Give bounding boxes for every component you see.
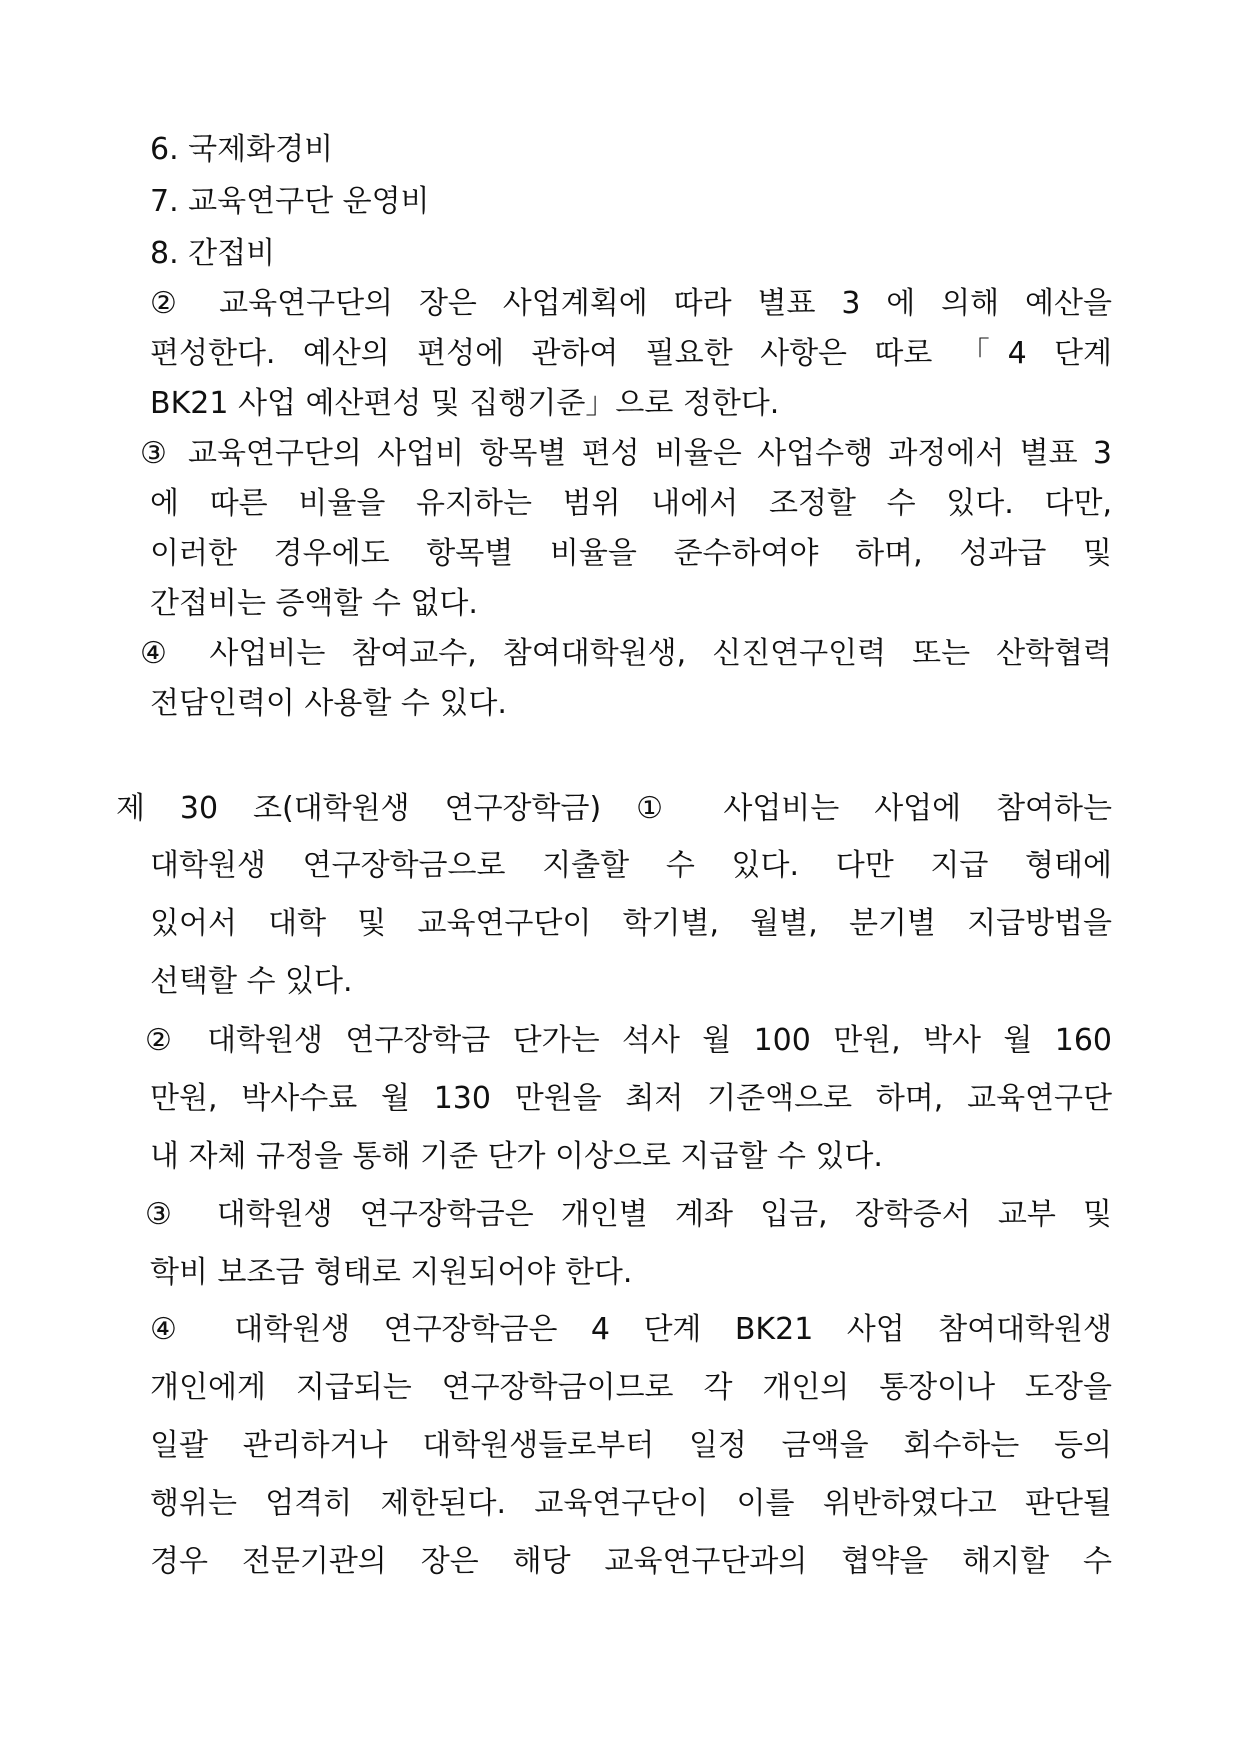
paragraph-line: 만원, 박사수료 월 130 만원을 최저 기준액으로 하며, 교육연구단 [150,1081,1112,1116]
paragraph-line: ② 대학원생 연구장학금 단가는 석사 월 100 만원, 박사 월 160 [145,1023,1112,1058]
paragraph-line: 경우 전문기관의 장은 해당 교육연구단과의 협약을 해지할 수 [150,1544,1112,1579]
paragraph-line: 내 자체 규정을 통해 기준 단가 이상으로 지급할 수 있다. [150,1139,883,1174]
paragraph-line: 에 따른 비율을 유지하는 범위 내에서 조정할 수 있다. 다만, [150,486,1112,521]
paragraph-line: 편성한다. 예산의 편성에 관하여 필요한 사항은 따로 「4 단계 [150,336,1112,371]
list-item: 7. 교육연구단 운영비 [150,184,430,219]
paragraph-line: 선택할 수 있다. [150,964,353,999]
paragraph-line: 학비 보조금 형태로 지원되어야 한다. [150,1255,633,1290]
paragraph-line: 간접비는 증액할 수 없다. [150,586,478,621]
paragraph-line: 이러한 경우에도 항목별 비율을 준수하여야 하며, 성과급 및 [150,536,1112,571]
paragraph-line: ③ 교육연구단의 사업비 항목별 편성 비율은 사업수행 과정에서 별표 3 [140,436,1112,471]
paragraph-line: 대학원생 연구장학금으로 지출할 수 있다. 다만 지급 형태에 [150,848,1112,883]
paragraph-line: 개인에게 지급되는 연구장학금이므로 각 개인의 통장이나 도장을 [150,1370,1112,1405]
article-heading-line: 제 30 조(대학원생 연구장학금) ① 사업비는 사업에 참여하는 [116,791,1112,826]
paragraph-line: ④ 사업비는 참여교수, 참여대학원생, 신진연구인력 또는 산학협력 [140,636,1112,671]
paragraph-line: ② 교육연구단의 장은 사업계획에 따라 별표 3 에 의해 예산을 [150,286,1112,321]
paragraph-line: 일괄 관리하거나 대학원생들로부터 일정 금액을 회수하는 등의 [150,1428,1112,1463]
paragraph-line: 행위는 엄격히 제한된다. 교육연구단이 이를 위반하였다고 판단될 [150,1486,1112,1521]
paragraph-line: ④ 대학원생 연구장학금은 4 단계 BK21 사업 참여대학원생 [150,1312,1112,1347]
paragraph-line: BK21 사업 예산편성 및 집행기준」으로 정한다. [150,386,780,421]
paragraph-line: 전담인력이 사용할 수 있다. [150,686,507,721]
paragraph-line: ③ 대학원생 연구장학금은 개인별 계좌 입금, 장학증서 교부 및 [145,1197,1112,1232]
list-item: 6. 국제화경비 [150,132,334,167]
paragraph-line: 있어서 대학 및 교육연구단이 학기별, 월별, 분기별 지급방법을 [150,906,1112,941]
list-item: 8. 간접비 [150,236,276,271]
